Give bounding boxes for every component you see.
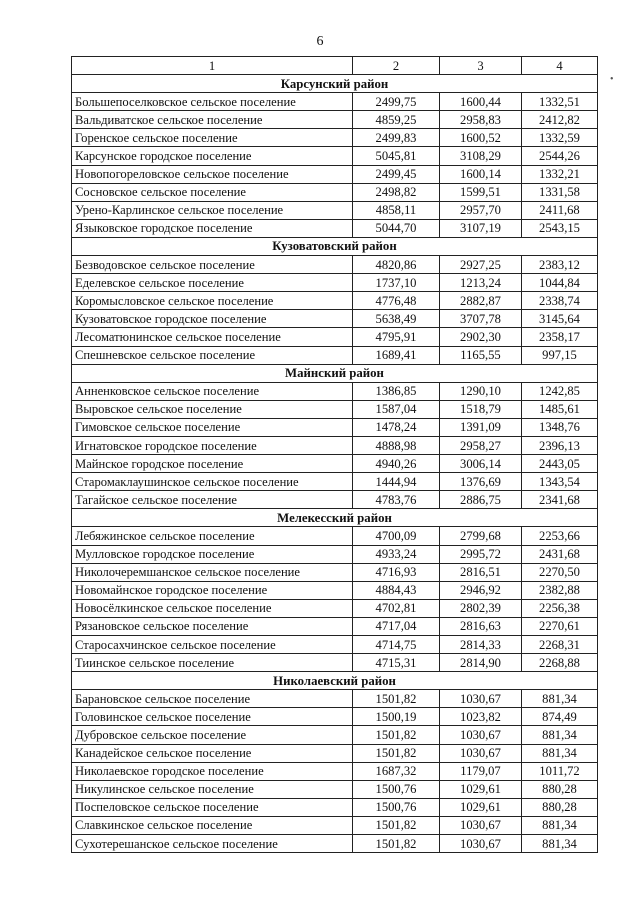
- value-col-3: 1518,79: [440, 400, 522, 418]
- table-row: [72, 292, 598, 310]
- district-name: Майнский район: [72, 364, 598, 382]
- value-col-3: 2814,90: [440, 654, 522, 672]
- value-col-2: 1444,94: [353, 473, 440, 491]
- value-col-3: 1376,69: [440, 473, 522, 491]
- value-col-2: 4884,43: [353, 581, 440, 599]
- value-col-4: 2443,05: [522, 455, 598, 473]
- value-col-2: 4933,24: [353, 545, 440, 563]
- settlement-name: Майнское городское поселение: [72, 455, 353, 473]
- value-col-3: 2886,75: [440, 491, 522, 509]
- value-col-3: 1023,82: [440, 708, 522, 726]
- value-col-3: 2799,68: [440, 527, 522, 545]
- table-row: [72, 599, 598, 617]
- district-header-row: [72, 509, 598, 527]
- value-col-2: 1500,76: [353, 780, 440, 798]
- settlement-name: Кузоватовское городское поселение: [72, 310, 353, 328]
- value-col-2: 4783,76: [353, 491, 440, 509]
- settlement-name: Выровское сельское поселение: [72, 400, 353, 418]
- table-row: [72, 636, 598, 654]
- settlement-name: Гимовское сельское поселение: [72, 418, 353, 436]
- value-col-3: 1030,67: [440, 744, 522, 762]
- value-col-3: 2902,30: [440, 328, 522, 346]
- value-col-2: 1737,10: [353, 274, 440, 292]
- value-col-2: 4940,26: [353, 455, 440, 473]
- value-col-2: 2499,45: [353, 165, 440, 183]
- value-col-4: 1242,85: [522, 382, 598, 400]
- value-col-2: 1689,41: [353, 346, 440, 364]
- value-col-4: 2411,68: [522, 201, 598, 219]
- value-col-2: 2499,83: [353, 129, 440, 147]
- value-col-4: 2431,68: [522, 545, 598, 563]
- value-col-2: 4717,04: [353, 617, 440, 635]
- value-col-4: 1331,58: [522, 183, 598, 201]
- table-row: [72, 256, 598, 274]
- district-header-row: [72, 75, 598, 93]
- settlement-name: Игнатовское городское поселение: [72, 436, 353, 454]
- value-col-2: 4715,31: [353, 654, 440, 672]
- table-row: [72, 201, 598, 219]
- value-col-3: 1600,52: [440, 129, 522, 147]
- district-name: Николаевский район: [72, 672, 598, 690]
- settlement-name: Тиинское сельское поселение: [72, 654, 353, 672]
- column-header-4: 4: [522, 57, 598, 75]
- value-col-2: 4858,11: [353, 201, 440, 219]
- value-col-2: 4700,09: [353, 527, 440, 545]
- value-col-4: 881,34: [522, 726, 598, 744]
- value-col-2: 4714,75: [353, 636, 440, 654]
- table-body: [72, 57, 598, 853]
- value-col-4: 874,49: [522, 708, 598, 726]
- value-col-4: 2543,15: [522, 219, 598, 237]
- value-col-3: 2814,33: [440, 636, 522, 654]
- value-col-3: 1030,67: [440, 835, 522, 853]
- settlement-name: Николаевское городское поселение: [72, 762, 353, 780]
- value-col-2: 5045,81: [353, 147, 440, 165]
- value-col-4: 2382,88: [522, 581, 598, 599]
- value-col-4: 2270,50: [522, 563, 598, 581]
- value-col-3: 2816,51: [440, 563, 522, 581]
- value-col-3: 2946,92: [440, 581, 522, 599]
- settlement-name: Сосновское сельское поселение: [72, 183, 353, 201]
- table-row: [72, 581, 598, 599]
- value-col-2: 1501,82: [353, 816, 440, 834]
- value-col-4: 1332,59: [522, 129, 598, 147]
- value-col-4: 3145,64: [522, 310, 598, 328]
- value-col-4: 1332,21: [522, 165, 598, 183]
- table-row: [72, 455, 598, 473]
- value-col-2: 2498,82: [353, 183, 440, 201]
- table-row: [72, 183, 598, 201]
- value-col-4: 2358,17: [522, 328, 598, 346]
- page-number: 6: [316, 34, 324, 49]
- settlement-name: Лесоматюнинское сельское поселение: [72, 328, 353, 346]
- value-col-2: 4716,93: [353, 563, 440, 581]
- table-row: [72, 274, 598, 292]
- value-col-4: 1044,84: [522, 274, 598, 292]
- settlement-name: Старомаклаушинское сельское поселение: [72, 473, 353, 491]
- value-col-4: 2383,12: [522, 256, 598, 274]
- table-row: [72, 744, 598, 762]
- value-col-4: 881,34: [522, 744, 598, 762]
- district-header-row: [72, 364, 598, 382]
- table-row: [72, 798, 598, 816]
- district-name: Мелекесский район: [72, 509, 598, 527]
- table-row: [72, 129, 598, 147]
- settlement-name: Рязановское сельское поселение: [72, 617, 353, 635]
- value-col-4: 997,15: [522, 346, 598, 364]
- value-col-2: 4795,91: [353, 328, 440, 346]
- value-col-2: 4702,81: [353, 599, 440, 617]
- table-row: [72, 527, 598, 545]
- column-header-1: 1: [72, 57, 353, 75]
- value-col-2: 1587,04: [353, 400, 440, 418]
- value-col-4: 2396,13: [522, 436, 598, 454]
- district-name: Карсунский район: [72, 75, 598, 93]
- value-col-3: 1179,07: [440, 762, 522, 780]
- value-col-3: 1290,10: [440, 382, 522, 400]
- settlement-name: Сухотерешанское сельское поселение: [72, 835, 353, 853]
- table-row: [72, 617, 598, 635]
- value-col-4: 881,34: [522, 816, 598, 834]
- settlement-name: Вальдиватское сельское поселение: [72, 111, 353, 129]
- value-col-4: 2268,31: [522, 636, 598, 654]
- value-col-4: 1348,76: [522, 418, 598, 436]
- table-row: [72, 473, 598, 491]
- settlement-name: Спешневское сельское поселение: [72, 346, 353, 364]
- value-col-3: 1165,55: [440, 346, 522, 364]
- value-col-3: 3108,29: [440, 147, 522, 165]
- table-row: [72, 780, 598, 798]
- table-row: [72, 762, 598, 780]
- table-row: [72, 563, 598, 581]
- value-col-3: 2995,72: [440, 545, 522, 563]
- value-col-2: 4859,25: [353, 111, 440, 129]
- settlement-name: Славкинское сельское поселение: [72, 816, 353, 834]
- table-row: [72, 654, 598, 672]
- value-col-3: 2816,63: [440, 617, 522, 635]
- value-col-4: 2338,74: [522, 292, 598, 310]
- settlement-name: Николочеремшанское сельское поселение: [72, 563, 353, 581]
- value-col-3: 1599,51: [440, 183, 522, 201]
- value-col-2: 1478,24: [353, 418, 440, 436]
- value-col-4: 2544,26: [522, 147, 598, 165]
- table-row: [72, 310, 598, 328]
- table-row: [72, 491, 598, 509]
- table-row: [72, 418, 598, 436]
- settlement-name: Большепоселковское сельское поселение: [72, 93, 353, 111]
- settlement-name: Старосахчинское сельское поселение: [72, 636, 353, 654]
- column-header-3: 3: [440, 57, 522, 75]
- value-col-2: 5044,70: [353, 219, 440, 237]
- table-row: [72, 400, 598, 418]
- settlement-name: Мулловское городское поселение: [72, 545, 353, 563]
- settlement-name: Урено-Карлинское сельское поселение: [72, 201, 353, 219]
- value-col-4: 1011,72: [522, 762, 598, 780]
- table-row: [72, 835, 598, 853]
- value-col-2: 1501,82: [353, 835, 440, 853]
- value-col-3: 3107,19: [440, 219, 522, 237]
- table-row: [72, 219, 598, 237]
- value-col-3: 2958,27: [440, 436, 522, 454]
- value-col-2: 2499,75: [353, 93, 440, 111]
- value-col-3: 3707,78: [440, 310, 522, 328]
- settlement-name: Канадейское сельское поселение: [72, 744, 353, 762]
- value-col-3: 1600,14: [440, 165, 522, 183]
- value-col-3: 1213,24: [440, 274, 522, 292]
- settlement-name: Языковское городское поселение: [72, 219, 353, 237]
- value-col-2: 5638,49: [353, 310, 440, 328]
- value-col-3: 2927,25: [440, 256, 522, 274]
- value-col-2: 1500,76: [353, 798, 440, 816]
- value-col-3: 1600,44: [440, 93, 522, 111]
- settlement-name: Поспеловское сельское поселение: [72, 798, 353, 816]
- value-col-4: 880,28: [522, 780, 598, 798]
- table-row: [72, 147, 598, 165]
- table-row: [72, 708, 598, 726]
- settlement-name: Лебяжинское сельское поселение: [72, 527, 353, 545]
- value-col-3: 2957,70: [440, 201, 522, 219]
- settlement-name: Никулинское сельское поселение: [72, 780, 353, 798]
- value-col-2: 1386,85: [353, 382, 440, 400]
- value-col-3: 1029,61: [440, 798, 522, 816]
- settlement-name: Дубровское сельское поселение: [72, 726, 353, 744]
- value-col-4: 2341,68: [522, 491, 598, 509]
- value-col-4: 881,34: [522, 690, 598, 708]
- settlement-name: Еделевское сельское поселение: [72, 274, 353, 292]
- settlement-name: Безводовское сельское поселение: [72, 256, 353, 274]
- value-col-3: 1030,67: [440, 726, 522, 744]
- value-col-4: 2270,61: [522, 617, 598, 635]
- table-row: [72, 545, 598, 563]
- table-row: [72, 816, 598, 834]
- table-row: [72, 93, 598, 111]
- scan-mark: •: [610, 74, 614, 85]
- value-col-4: 2268,88: [522, 654, 598, 672]
- settlement-name: Тагайское сельское поселение: [72, 491, 353, 509]
- value-col-3: 1391,09: [440, 418, 522, 436]
- table-row: [72, 436, 598, 454]
- value-col-4: 880,28: [522, 798, 598, 816]
- value-col-2: 1687,32: [353, 762, 440, 780]
- settlements-table: [71, 56, 598, 853]
- settlement-name: Горенское сельское поселение: [72, 129, 353, 147]
- value-col-3: 2882,87: [440, 292, 522, 310]
- settlement-name: Карсунское городское поселение: [72, 147, 353, 165]
- column-header-2: 2: [353, 57, 440, 75]
- settlement-name: Анненковское сельское поселение: [72, 382, 353, 400]
- value-col-4: 2412,82: [522, 111, 598, 129]
- table-row: [72, 726, 598, 744]
- value-col-2: 1501,82: [353, 744, 440, 762]
- district-header-row: [72, 672, 598, 690]
- value-col-3: 1030,67: [440, 816, 522, 834]
- value-col-4: 2256,38: [522, 599, 598, 617]
- value-col-3: 3006,14: [440, 455, 522, 473]
- table-row: [72, 690, 598, 708]
- value-col-4: 2253,66: [522, 527, 598, 545]
- settlement-name: Коромысловское сельское поселение: [72, 292, 353, 310]
- settlement-name: Новомайнское городское поселение: [72, 581, 353, 599]
- settlement-name: Новосёлкинское сельское поселение: [72, 599, 353, 617]
- value-col-4: 1485,61: [522, 400, 598, 418]
- value-col-3: 2802,39: [440, 599, 522, 617]
- table-row: [72, 165, 598, 183]
- table-row: [72, 346, 598, 364]
- settlement-name: Головинское сельское поселение: [72, 708, 353, 726]
- value-col-3: 1030,67: [440, 690, 522, 708]
- district-header-row: [72, 237, 598, 255]
- table-row: [72, 328, 598, 346]
- value-col-4: 881,34: [522, 835, 598, 853]
- value-col-2: 4820,86: [353, 256, 440, 274]
- settlement-name: Новопогореловское сельское поселение: [72, 165, 353, 183]
- value-col-2: 1501,82: [353, 690, 440, 708]
- value-col-4: 1343,54: [522, 473, 598, 491]
- value-col-4: 1332,51: [522, 93, 598, 111]
- value-col-2: 1501,82: [353, 726, 440, 744]
- value-col-2: 4888,98: [353, 436, 440, 454]
- column-header-row: [72, 57, 598, 75]
- table-row: [72, 111, 598, 129]
- table-row: [72, 382, 598, 400]
- settlement-name: Барановское сельское поселение: [72, 690, 353, 708]
- value-col-2: 4776,48: [353, 292, 440, 310]
- value-col-3: 1029,61: [440, 780, 522, 798]
- district-name: Кузоватовский район: [72, 237, 598, 255]
- value-col-2: 1500,19: [353, 708, 440, 726]
- value-col-3: 2958,83: [440, 111, 522, 129]
